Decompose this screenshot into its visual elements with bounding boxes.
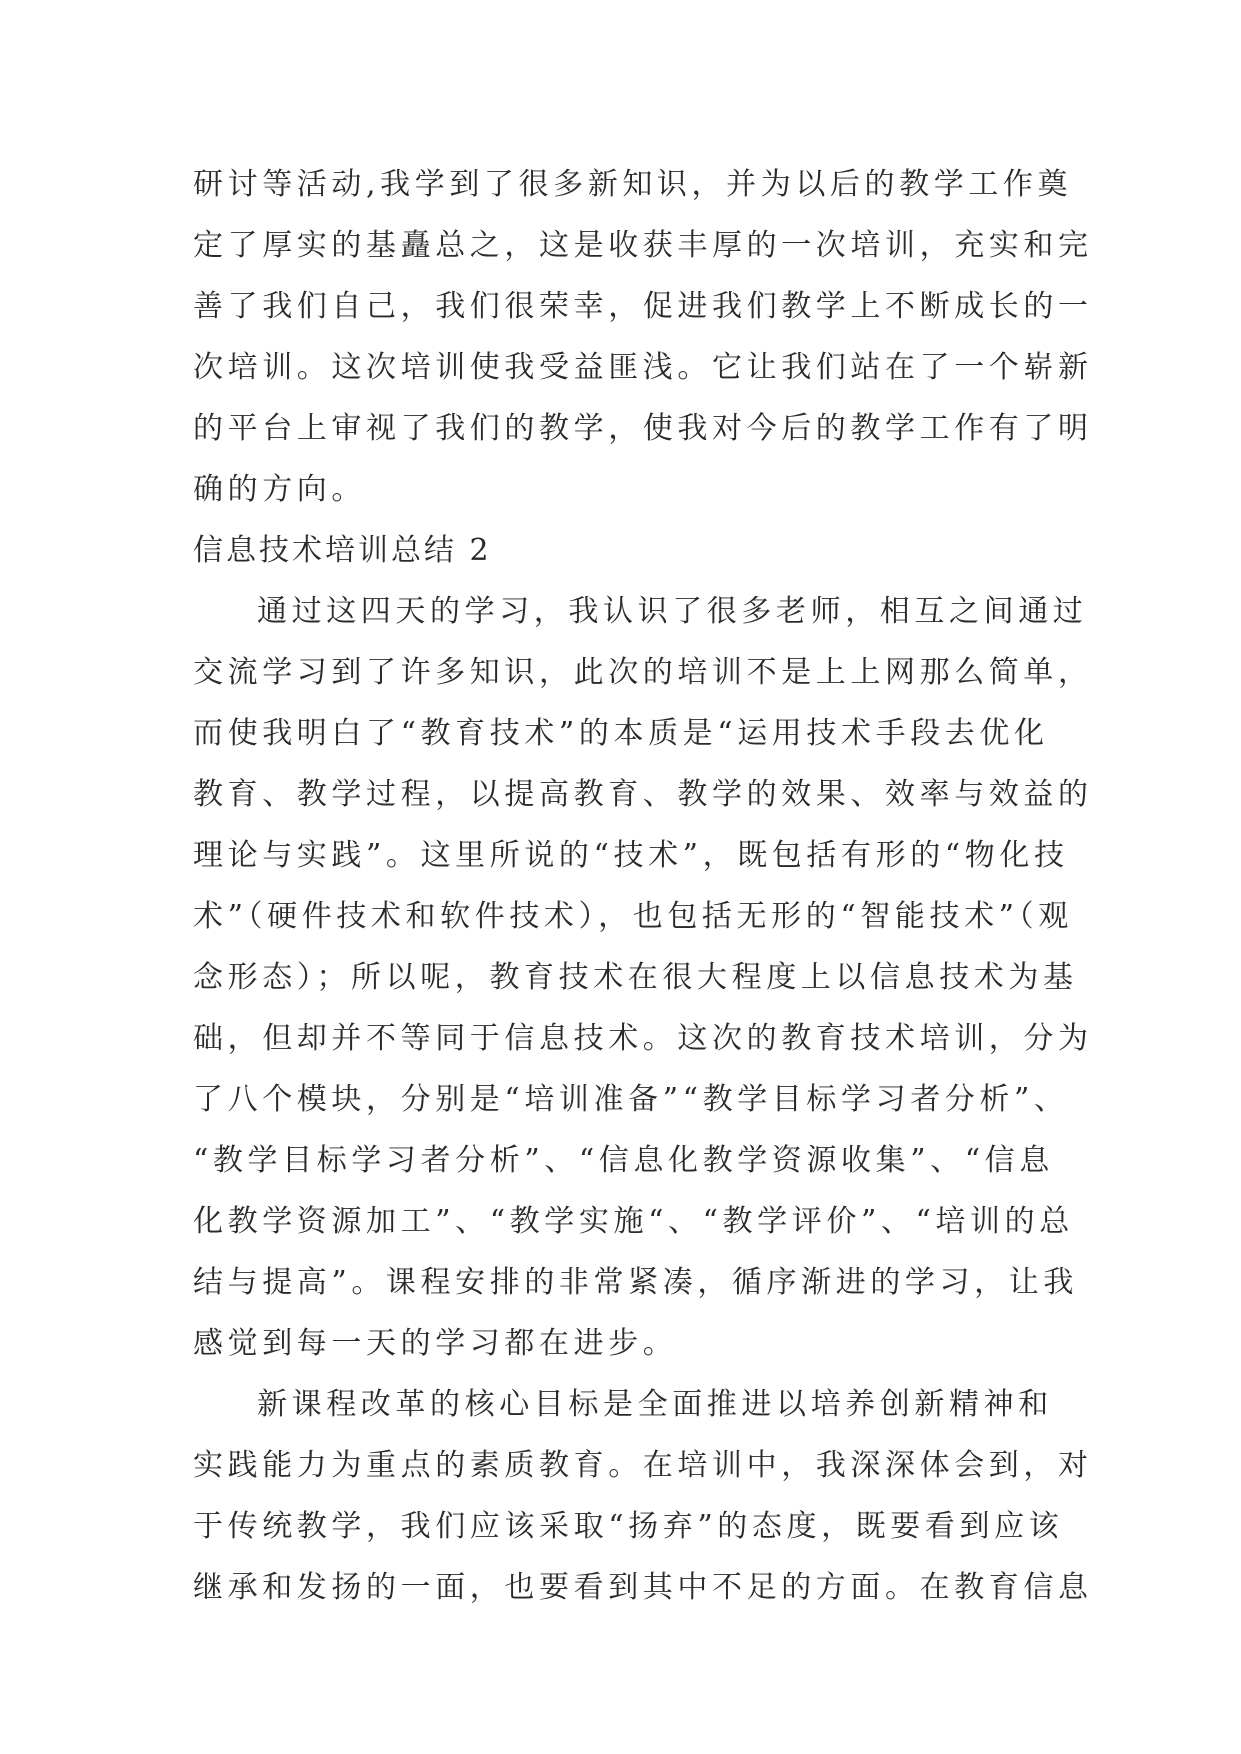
text-line: “教学目标学习者分析”、“信息化教学资源收集”、“信息 — [193, 1143, 1054, 1178]
paragraph-1 — [193, 581, 1093, 1374]
text-line: 新课程改革的核心目标是全面推进以培养创新精神和 — [257, 1387, 1053, 1422]
text-line: 而使我明白了“教育技术”的本质是“运用技术手段去优化 — [193, 716, 1049, 751]
text-line: 次培训。这次培训使我受益匪浅。它让我们站在了一个崭新 — [193, 350, 1093, 385]
paragraph-2 — [193, 1374, 1093, 1618]
text-line: 教育、教学过程，以提高教育、教学的效果、效率与效益的 — [193, 777, 1093, 812]
text-line: 化教学资源加工”、“教学实施“、“教学评价”、“培训的总 — [193, 1204, 1074, 1239]
text-line: 研讨等活动,我学到了很多新知识，并为以后的教学工作奠 — [193, 167, 1073, 202]
text-line: 继承和发扬的一面，也要看到其中不足的方面。在教育信息 — [193, 1570, 1093, 1605]
text-line: 础，但却并不等同于信息技术。这次的教育技术培训，分为 — [193, 1021, 1093, 1056]
text-line: 的平台上审视了我们的教学，使我对今后的教学工作有了明 — [193, 411, 1093, 446]
text-line: 感觉到每一天的学习都在进步。 — [193, 1326, 678, 1361]
section-continuation — [193, 154, 1093, 520]
text-line: 结与提高”。课程安排的非常紧凑，循序渐进的学习，让我 — [193, 1265, 1078, 1300]
text-line: 理论与实践”。这里所说的“技术”，既包括有形的“物化技 — [193, 838, 1069, 873]
text-line: 定了厚实的基矗总之，这是收获丰厚的一次培训，充实和完 — [193, 228, 1093, 263]
text-line: 确的方向。 — [193, 472, 366, 507]
text-line: 交流学习到了许多知识，此次的培训不是上上网那么简单， — [193, 655, 1093, 690]
text-line: 了八个模块，分别是“培训准备”“教学目标学习者分析”、 — [193, 1082, 1069, 1117]
text-line: 念形态）；所以呢，教育技术在很大程度上以信息技术为基 — [193, 960, 1078, 995]
text-line: 术”（硬件技术和软件技术），也包括无形的“智能技术”（观 — [193, 899, 1073, 934]
text-line: 通过这四天的学习，我认识了很多老师，相互之间通过 — [257, 594, 1088, 629]
document-body — [193, 154, 1093, 1618]
text-line: 善了我们自己，我们很荣幸，促进我们教学上不断成长的一 — [193, 289, 1093, 324]
section-heading: 信息技术培训总结 2 — [193, 533, 492, 568]
text-line: 实践能力为重点的素质教育。在培训中，我深深体会到，对 — [193, 1448, 1093, 1483]
text-line: 于传统教学，我们应该采取“扬弃”的态度，既要看到应该 — [193, 1509, 1064, 1544]
